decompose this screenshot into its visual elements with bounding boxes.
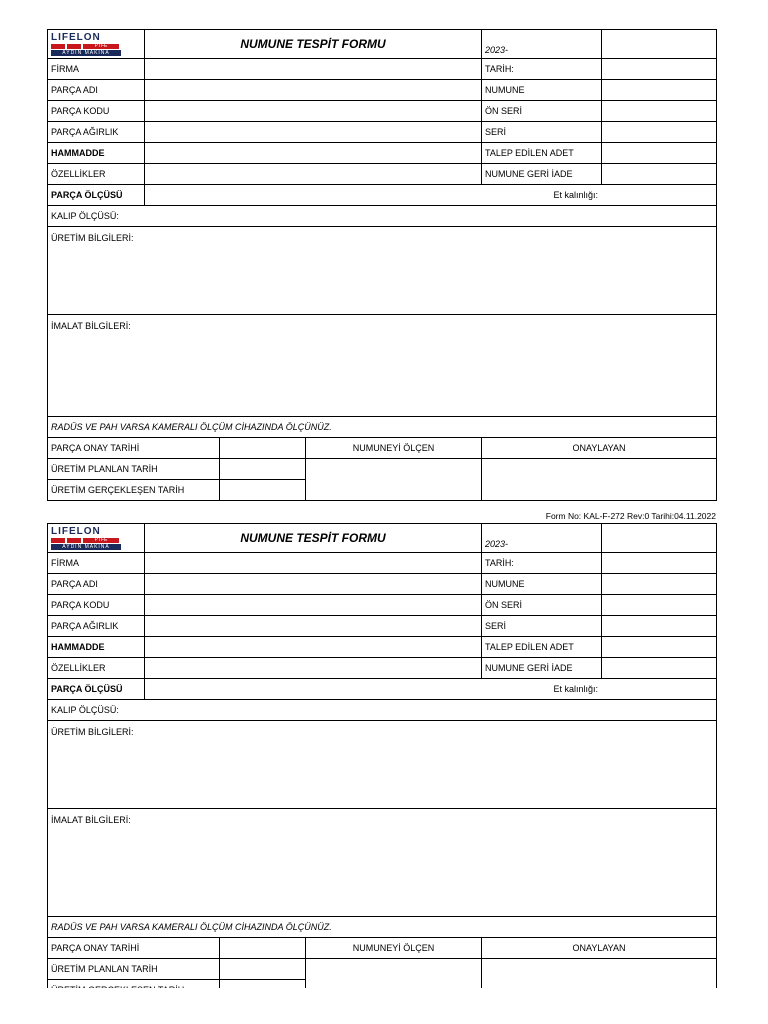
field-value[interactable] <box>602 101 717 122</box>
field-value[interactable] <box>145 616 482 637</box>
kalip-olcusu-label: KALIP ÖLÇÜSÜ: <box>48 206 717 227</box>
logo-tag: PTFE <box>83 44 119 49</box>
field-value[interactable] <box>602 637 717 658</box>
field-label: PARÇA KODU <box>48 101 145 122</box>
field-value[interactable] <box>602 143 717 164</box>
et-kalinligi-label: Et kalınlığı: <box>145 185 717 206</box>
field-label: NUMUNE GERİ İADE <box>482 658 602 679</box>
form-2-table <box>47 523 717 1001</box>
field-value[interactable] <box>602 616 717 637</box>
field-value[interactable] <box>602 122 717 143</box>
field-label: PARÇA ADI <box>48 574 145 595</box>
field-label: TARİH: <box>482 59 602 80</box>
field-value[interactable] <box>145 553 482 574</box>
field-value[interactable] <box>602 164 717 185</box>
numuneyi-olcen-value[interactable] <box>306 459 482 501</box>
field-label: ÖN SERİ <box>482 101 602 122</box>
field-label: TALEP EDİLEN ADET <box>482 143 602 164</box>
numuneyi-olcen-label: NUMUNEYİ ÖLÇEN <box>306 938 482 959</box>
field-value[interactable] <box>602 658 717 679</box>
field-label: FİRMA <box>48 553 145 574</box>
year-cell: 2023- <box>482 30 602 59</box>
field-label: ÖZELLİKLER <box>48 164 145 185</box>
logo-cell <box>48 30 145 59</box>
field-label: HAMMADDE <box>48 637 145 658</box>
field-value[interactable] <box>145 122 482 143</box>
field-value[interactable] <box>145 637 482 658</box>
form-1 <box>47 29 716 501</box>
year-value-cell[interactable] <box>602 30 717 59</box>
field-value[interactable] <box>602 59 717 80</box>
kalip-olcusu-label: KALIP ÖLÇÜSÜ: <box>48 700 717 721</box>
field-label: PARÇA KODU <box>48 595 145 616</box>
radus-note: RADÜS VE PAH VARSA KAMERALI ÖLÇÜM CİHAZINDA ÖLÇÜNÜZ. <box>48 917 717 938</box>
field-label: ÖZELLİKLER <box>48 658 145 679</box>
parca-onay-tarihi-label: PARÇA ONAY TARİHİ <box>48 438 220 459</box>
uretim-bilgileri-box[interactable]: ÜRETİM BİLGİLERİ: <box>48 721 717 809</box>
field-value[interactable] <box>602 553 717 574</box>
field-label: HAMMADDE <box>48 143 145 164</box>
uretim-planlan-tarih-value[interactable] <box>220 959 306 980</box>
et-kalinligi-label: Et kalınlığı: <box>145 679 717 700</box>
field-label: ÖN SERİ <box>482 595 602 616</box>
uretim-gerceklesen-tarih-label: ÜRETİM GERÇEKLEŞEN TARİH <box>48 480 220 501</box>
field-label: PARÇA ADI <box>48 80 145 101</box>
form-title: NUMUNE TESPİT FORMU <box>145 524 482 553</box>
logo-brand: LIFELON <box>51 31 101 43</box>
form-number: Form No: KAL-F-272 Rev:0 Tarihi:04.11.2022 <box>545 511 716 521</box>
company-logo <box>51 527 121 550</box>
parca-onay-tarihi-value[interactable] <box>220 938 306 959</box>
logo-cell <box>48 524 145 553</box>
logo-brand: LIFELON <box>51 525 101 537</box>
field-value[interactable] <box>145 595 482 616</box>
parca-onay-tarihi-label: PARÇA ONAY TARİHİ <box>48 938 220 959</box>
field-label: PARÇA AĞIRLIK <box>48 616 145 637</box>
field-label: PARÇA AĞIRLIK <box>48 122 145 143</box>
imalat-bilgileri-box[interactable]: İMALAT BİLGİLERİ: <box>48 315 717 417</box>
field-value[interactable] <box>145 80 482 101</box>
parca-olcusu-label: PARÇA ÖLÇÜSÜ <box>48 185 145 206</box>
form-title: NUMUNE TESPİT FORMU <box>145 30 482 59</box>
field-label: TARİH: <box>482 553 602 574</box>
field-value[interactable] <box>602 80 717 101</box>
field-value[interactable] <box>145 59 482 80</box>
uretim-bilgileri-box[interactable]: ÜRETİM BİLGİLERİ: <box>48 227 717 315</box>
uretim-planlan-tarih-value[interactable] <box>220 459 306 480</box>
logo-sub: AYDIN MAKİNA <box>51 544 121 550</box>
year-cell: 2023- <box>482 524 602 553</box>
form-2 <box>47 523 716 1001</box>
numuneyi-olcen-label: NUMUNEYİ ÖLÇEN <box>306 438 482 459</box>
field-value[interactable] <box>145 143 482 164</box>
field-label: NUMUNE <box>482 80 602 101</box>
field-label: NUMUNE GERİ İADE <box>482 164 602 185</box>
uretim-gerceklesen-tarih-value[interactable] <box>220 480 306 501</box>
parca-onay-tarihi-value[interactable] <box>220 438 306 459</box>
logo-tag: PTFE <box>83 538 119 543</box>
field-label: FİRMA <box>48 59 145 80</box>
imalat-bilgileri-box[interactable]: İMALAT BİLGİLERİ: <box>48 809 717 917</box>
field-value[interactable] <box>145 101 482 122</box>
field-label: NUMUNE <box>482 574 602 595</box>
field-label: SERİ <box>482 616 602 637</box>
field-value[interactable] <box>145 164 482 185</box>
onaylayan-value[interactable] <box>482 459 717 501</box>
radus-note: RADÜS VE PAH VARSA KAMERALI ÖLÇÜM CİHAZINDA ÖLÇÜNÜZ. <box>48 417 717 438</box>
company-logo <box>51 33 121 56</box>
form-1-table <box>47 29 717 501</box>
logo-sub: AYDIN MAKİNA <box>51 50 121 56</box>
uretim-planlan-tarih-label: ÜRETİM PLANLAN TARİH <box>48 959 220 980</box>
field-value[interactable] <box>145 658 482 679</box>
field-label: TALEP EDİLEN ADET <box>482 637 602 658</box>
field-value[interactable] <box>602 595 717 616</box>
page-cutoff <box>0 988 768 1024</box>
field-label: SERİ <box>482 122 602 143</box>
uretim-planlan-tarih-label: ÜRETİM PLANLAN TARİH <box>48 459 220 480</box>
onaylayan-label: ONAYLAYAN <box>482 938 717 959</box>
parca-olcusu-label: PARÇA ÖLÇÜSÜ <box>48 679 145 700</box>
year-value-cell[interactable] <box>602 524 717 553</box>
onaylayan-label: ONAYLAYAN <box>482 438 717 459</box>
field-value[interactable] <box>602 574 717 595</box>
field-value[interactable] <box>145 574 482 595</box>
